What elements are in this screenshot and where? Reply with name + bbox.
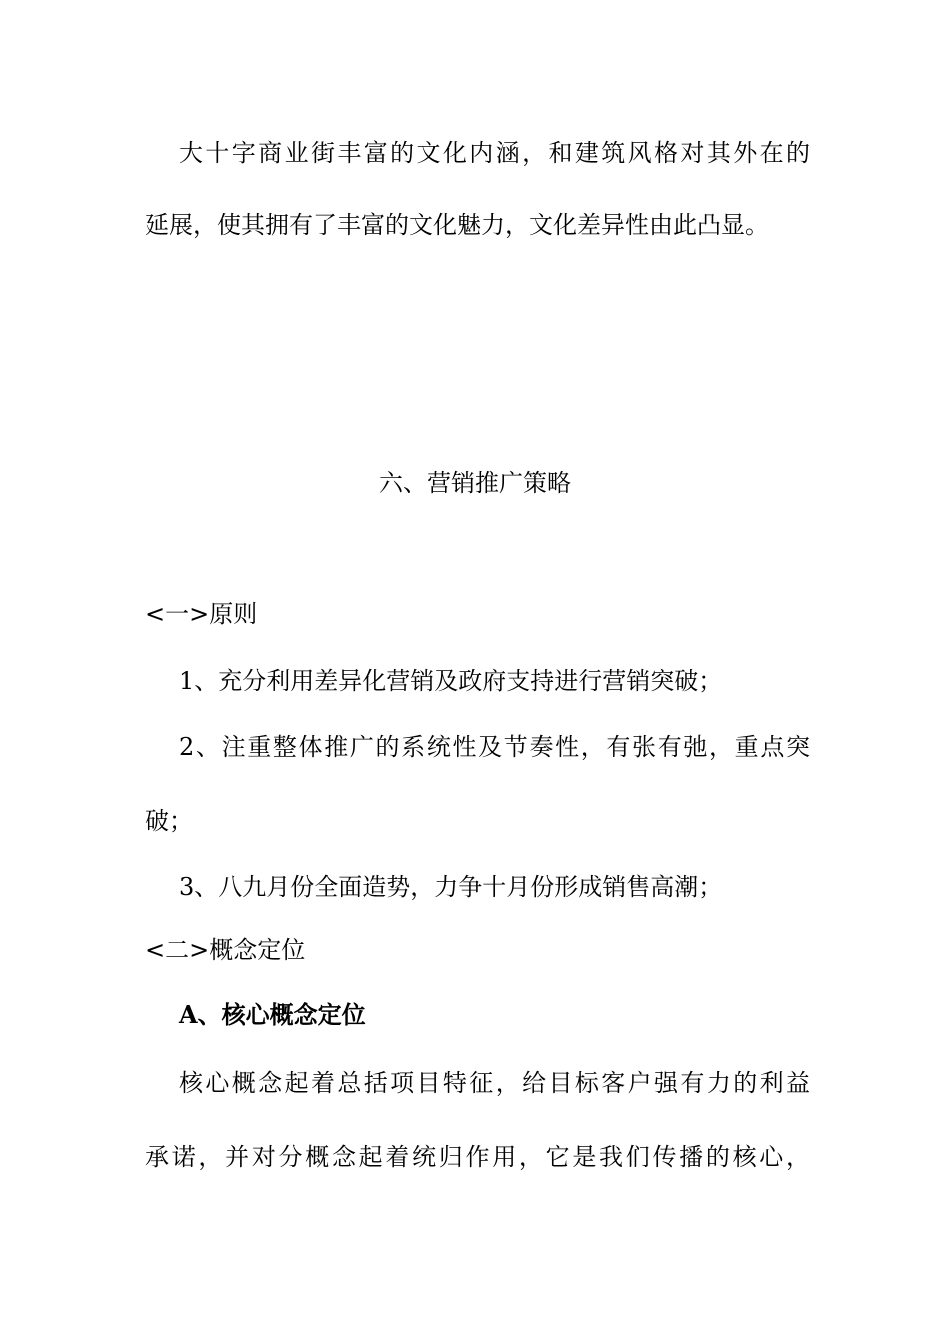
concept-paragraph-line-2: 承诺，并对分概念起着统归作用，它是我们传播的核心， <box>145 1143 810 1171</box>
principles-heading: <一>原则 <box>145 600 258 628</box>
principle-item-1: 1、充分利用差异化营销及政府支持进行营销突破； <box>179 667 723 695</box>
section-title: 六、营销推广策略 <box>379 469 571 497</box>
concept-heading: <二>概念定位 <box>145 936 306 964</box>
paragraph-culture-line-1: 大十字商业街丰富的文化内涵，和建筑风格对其外在的 <box>179 139 810 167</box>
principle-item-2-line-2: 破； <box>145 807 193 835</box>
principle-item-3: 3、八九月份全面造势，力争十月份形成销售高潮； <box>179 873 723 901</box>
paragraph-culture-line-2: 延展，使其拥有了丰富的文化魅力，文化差异性由此凸显。 <box>145 211 769 239</box>
concept-paragraph-line-1: 核心概念起着总括项目特征，给目标客户强有力的利益 <box>179 1069 810 1097</box>
principle-item-2-line-1: 2、注重整体推广的系统性及节奏性，有张有弛，重点突 <box>179 733 810 761</box>
concept-subheading: A、核心概念定位 <box>179 1000 366 1029</box>
